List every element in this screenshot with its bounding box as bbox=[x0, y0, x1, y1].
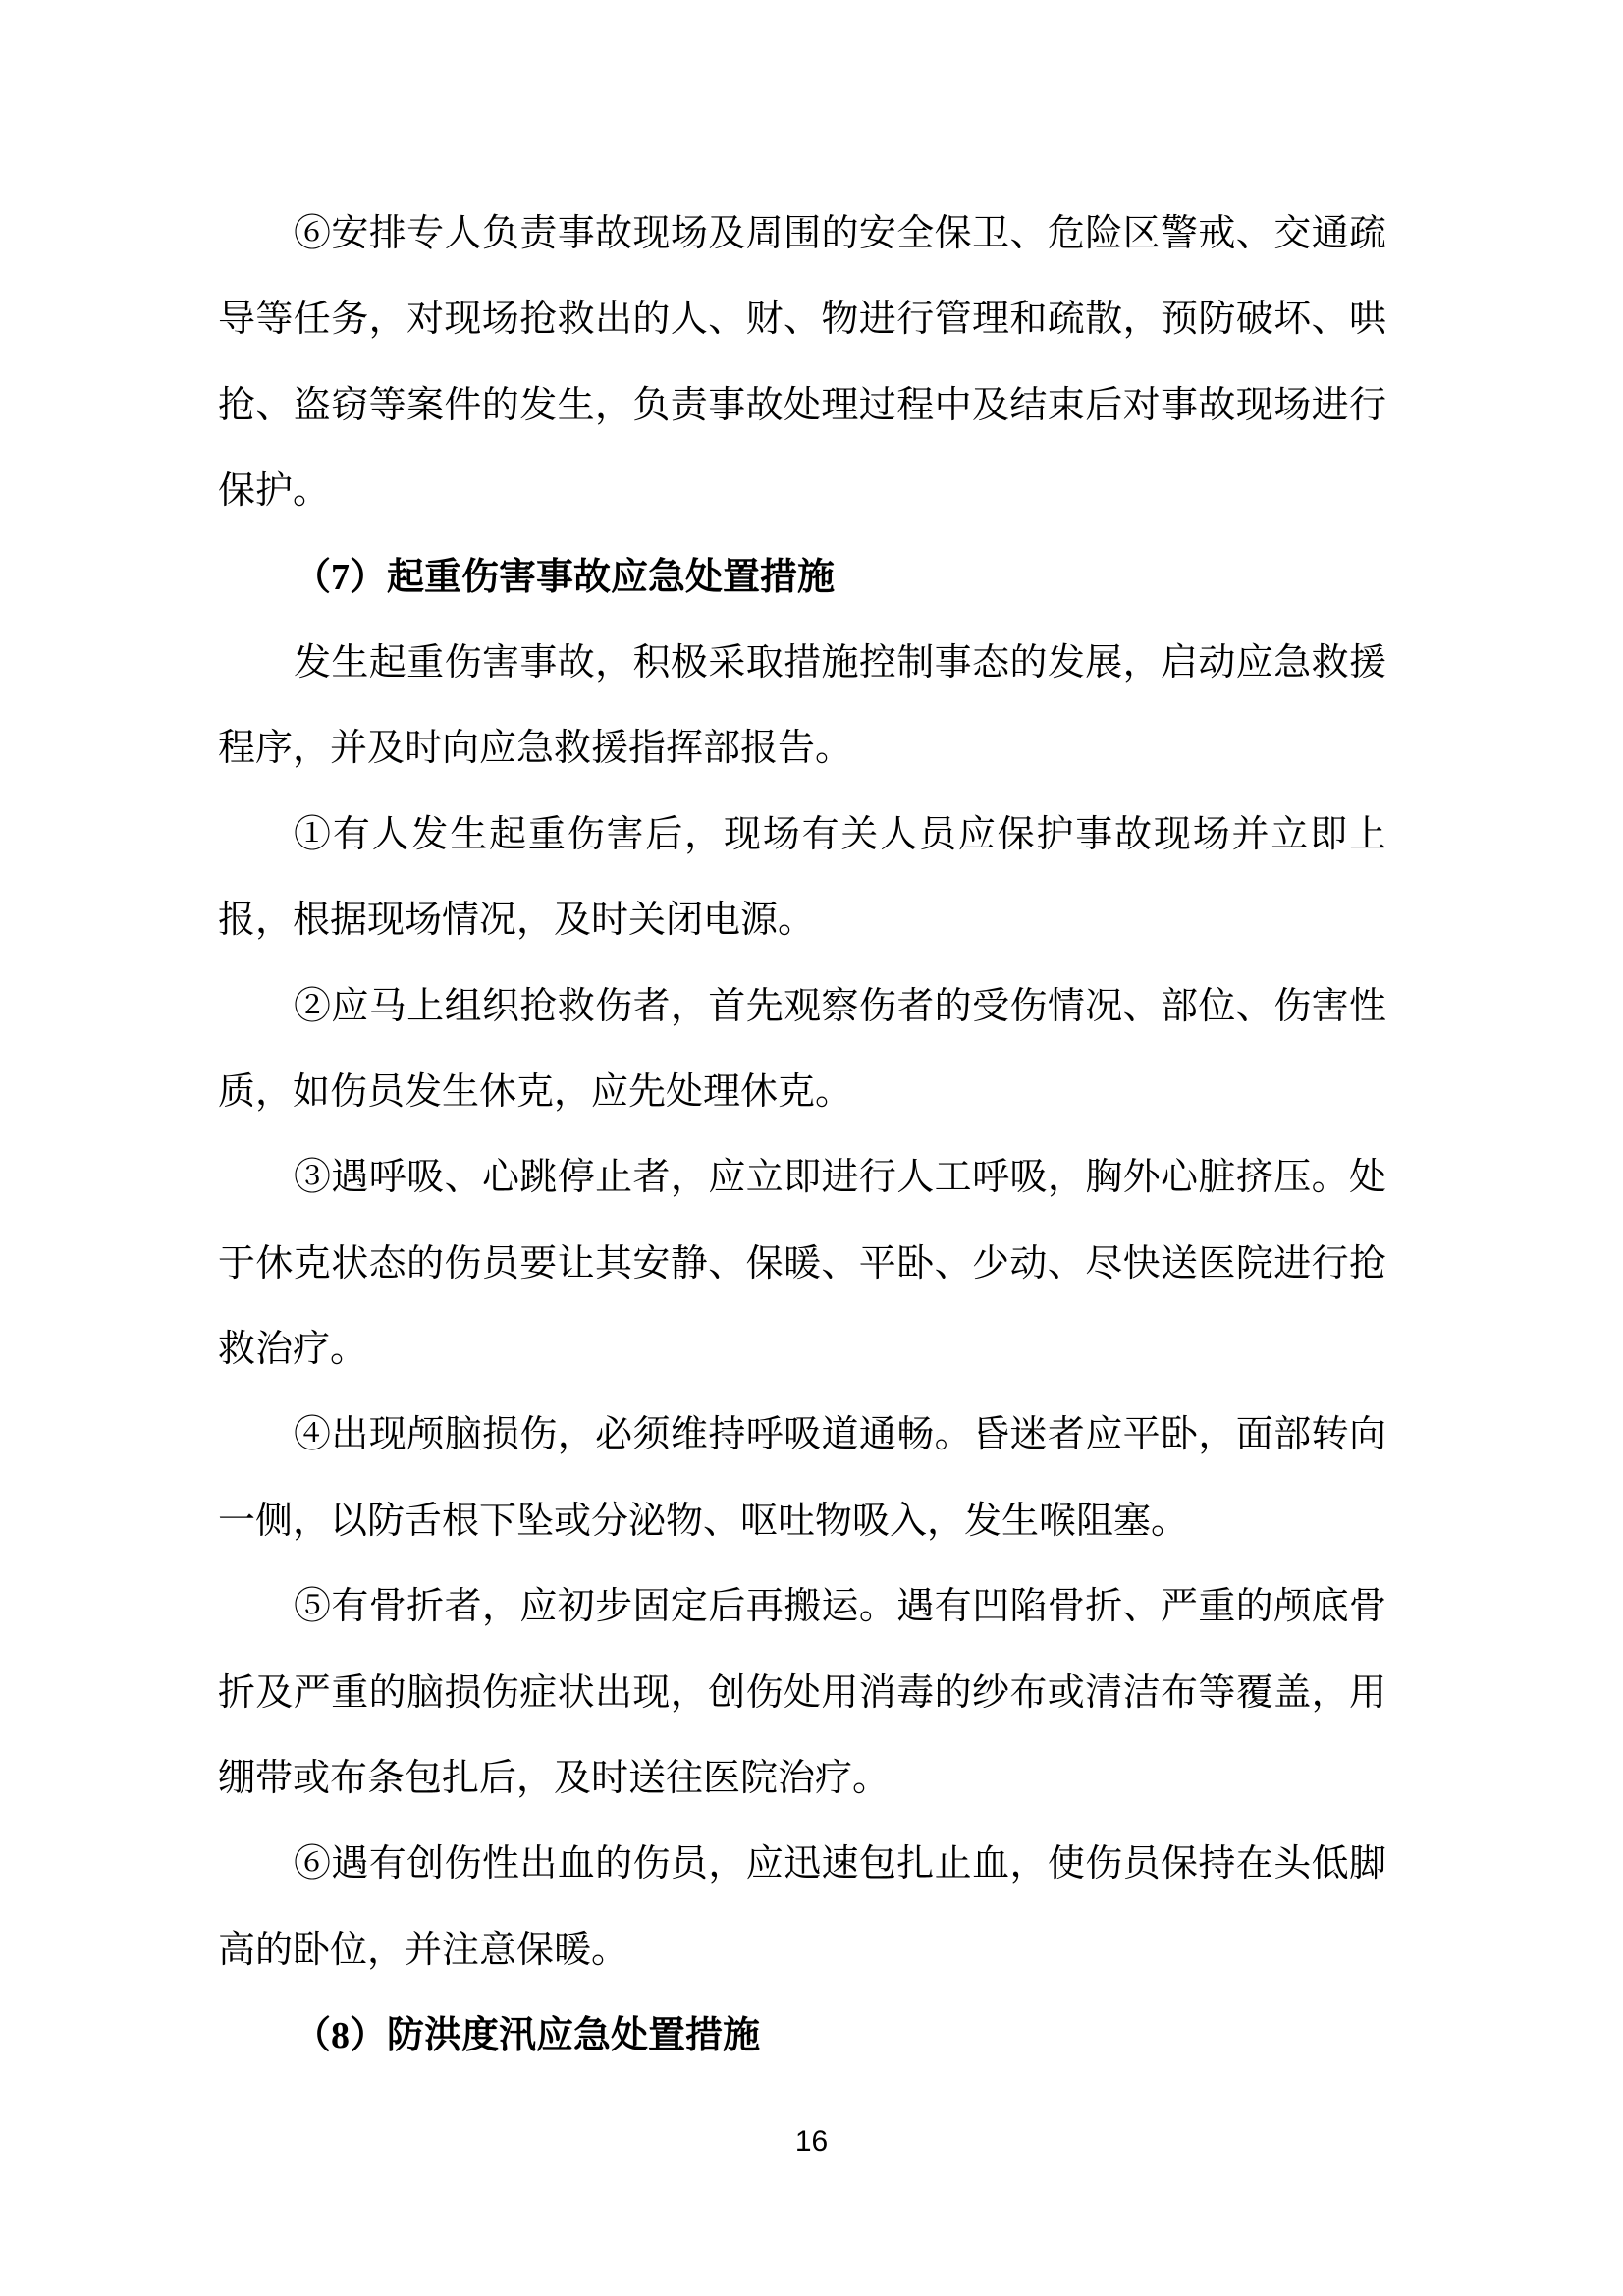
section-heading-8: （8）防洪度汛应急处置措施 bbox=[294, 2015, 761, 2057]
paragraph-line: 绷带或布条包扎后，及时送往医院治疗。 bbox=[218, 1758, 891, 1800]
paragraph-line: ⑥遇有创伤性出血的伤员，应迅速包扎止血，使伤员保持在头低脚 bbox=[294, 1843, 1386, 1886]
paragraph-line: ⑥安排专人负责事故现场及周围的安全保卫、危险区警戒、交通疏 bbox=[294, 213, 1386, 254]
document-body bbox=[218, 191, 1386, 2080]
paragraph-line: 高的卧位，并注意保暖。 bbox=[218, 1929, 629, 1971]
paragraph-line: ⑤有骨折者，应初步固定后再搬运。遇有凹陷骨折、严重的颅底骨 bbox=[294, 1586, 1386, 1628]
paragraph-line: 一侧，以防舌根下坠或分泌物、呕吐物吸入，发生喉阻塞。 bbox=[218, 1500, 1189, 1542]
paragraph-line: 发生起重伤害事故，积极采取措施控制事态的发展，启动应急救援 bbox=[294, 641, 1386, 683]
paragraph-line: 救治疗。 bbox=[218, 1329, 368, 1371]
page-number: 16 bbox=[794, 2125, 829, 2158]
paragraph-line: 质，如伤员发生休克，应先处理休克。 bbox=[218, 1070, 853, 1113]
section-heading-7: （7）起重伤害事故应急处置措施 bbox=[294, 556, 836, 598]
paragraph-line: 程序，并及时向应急救援指挥部报告。 bbox=[218, 728, 853, 770]
paragraph-line: 折及严重的脑损伤症状出现，创伤处用消毒的纱布或清洁布等覆盖，用 bbox=[218, 1671, 1386, 1714]
paragraph-line: 于休克状态的伤员要让其安静、保暖、平卧、少动、尽快送医院进行抢 bbox=[218, 1242, 1386, 1285]
paragraph-line: ③遇呼吸、心跳停止者，应立即进行人工呼吸，胸外心脏挤压。处 bbox=[294, 1157, 1386, 1199]
paragraph-line: 抢、盗窃等案件的发生，负责事故处理过程中及结束后对事故现场进行 bbox=[218, 384, 1386, 426]
paragraph-line: 报，根据现场情况，及时关闭电源。 bbox=[218, 900, 816, 942]
paragraph-line: 导等任务，对现场抢救出的人、财、物进行管理和疏散，预防破坏、哄 bbox=[218, 299, 1386, 341]
paragraph-line: 保护。 bbox=[218, 470, 331, 513]
paragraph-line: ④出现颅脑损伤，必须维持呼吸道通畅。昏迷者应平卧，面部转向 bbox=[294, 1414, 1386, 1456]
paragraph-line: ①有人发生起重伤害后，现场有关人员应保护事故现场并立即上 bbox=[294, 813, 1386, 855]
paragraph-line: ②应马上组织抢救伤者，首先观察伤者的受伤情况、部位、伤害性 bbox=[294, 985, 1386, 1027]
